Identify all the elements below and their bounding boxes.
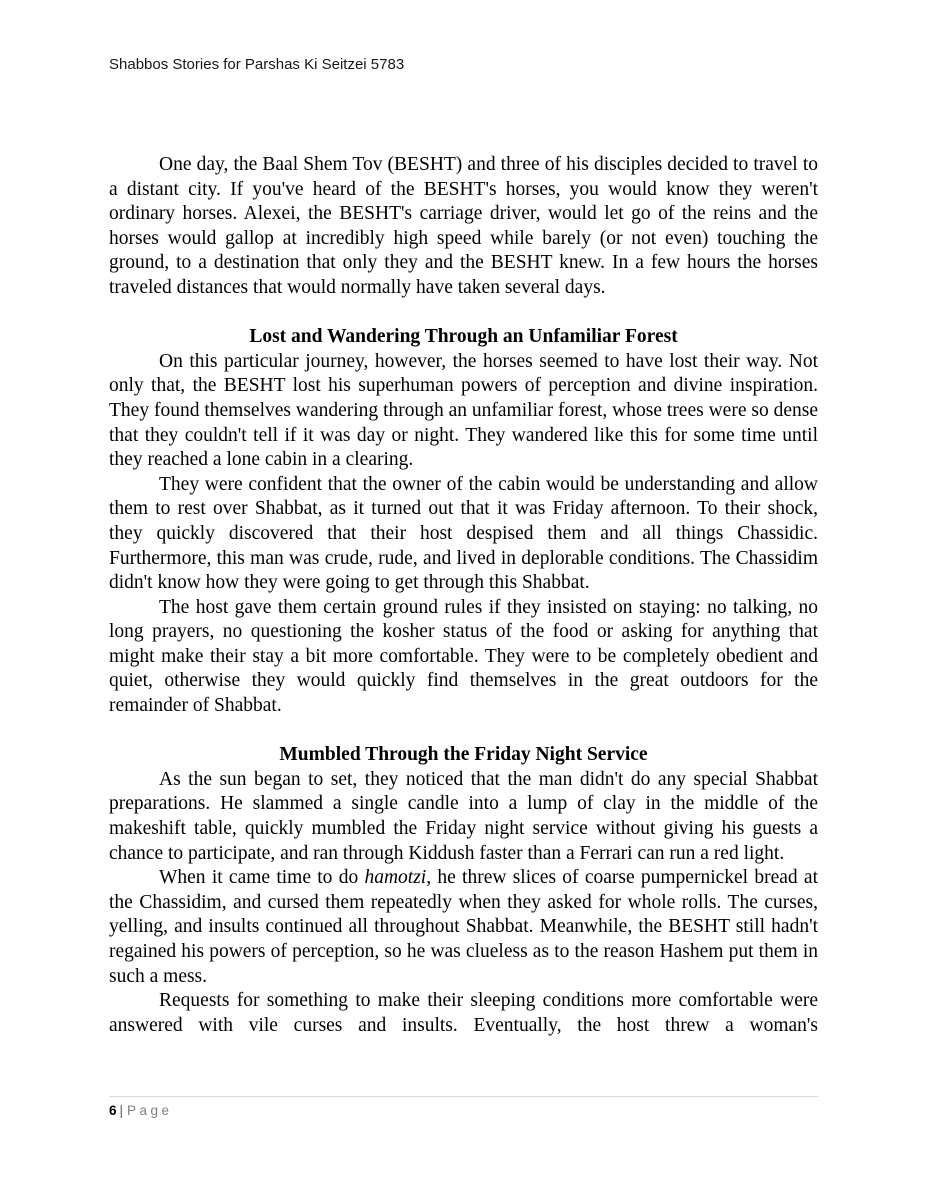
text-run: , he threw slices of coarse pumpernickel bread at the Chassidim, and cursed them repeatedly when they asked for whole rolls. The curses, yelling, and insults continued all throughout Shabbat. Meanwhile, the BESHT still hadn't regained his powers of perception, so he was clueless as to the reason Hashem put them in such a mess. [109, 867, 818, 987]
paragraph-one-day: One day, the Baal Shem Tov (BESHT) and three of his disciples decided to travel to a distant city. If you've heard of the BESHT's horses, you would know they weren't ordinary horses. Alexei, the BESHT's carriage driver, would let go of the reins and the horses would gallop at incredibly high speed while barely (or not even) touching the ground, to a destination that only they and the BESHT knew. In a few hours the horses traveled distances that would normally have taken several days. [109, 154, 818, 298]
document-footer [109, 1096, 818, 1120]
footer-separator: | [119, 1103, 124, 1118]
header-title: Shabbos Stories for Parshas Ki Seitzei 5783 [109, 56, 405, 73]
paragraph-ground-rules: The host gave them certain ground rules if they insisted on staying: no talking, no long prayers, no questioning the kosher status of the food or asking for anything that might make their stay a bit more comfortable. They were to be completely obedient and quiet, otherwise they would quickly find themselves in the great outdoors for the remainder of Shabbat. [109, 596, 818, 717]
paragraph-requests: Requests for something to make their sleeping conditions more comfortable were answered with vile curses and insults. Eventually, the host threw a woman's [109, 990, 818, 1036]
page-number: 6 [109, 1103, 117, 1118]
document-header [109, 55, 818, 75]
section-heading-mumbled-service: Mumbled Through the Friday Night Service [279, 744, 648, 766]
italic-text-run: hamotzi [364, 867, 427, 889]
paragraph-as-the-sun-set: As the sun began to set, they noticed that the man didn't do any special Shabbat preparations. He slammed a single candle into a lump of clay in the middle of the makeshift table, quickly mumbled the Friday night service without giving his guests a chance to participate, and ran through Kiddush faster than a Ferrari can run a red light. [109, 768, 818, 864]
paragraph-on-this-journey: On this particular journey, however, the horses seemed to have lost their way. Not only that, the BESHT lost his superhuman powers of perception and divine inspiration. They found themselves wandering through an unfamiliar forest, whose trees were so dense that they couldn't tell if it was day or night. They wandered like this for some time until they reached a lone cabin in a clearing. [109, 350, 818, 471]
section-heading-lost-and-wandering: Lost and Wandering Through an Unfamiliar Forest [249, 326, 678, 348]
footer-divider [109, 1096, 818, 1097]
text-run: When it came time to do [159, 867, 365, 889]
footer-text [109, 1102, 818, 1120]
document-body [109, 153, 818, 1038]
paragraph-hamotzi [109, 866, 818, 989]
paragraph-they-were-confident: They were confident that the owner of the cabin would be understanding and allow them to rest over Shabbat, as it turned out that it was Friday afternoon. To their shock, they quickly discovered that their host despised them and all things Chassidic. Furthermore, this man was crude, rude, and lived in deplorable conditions. The Chassidim didn't know how they were going to get through this Shabbat. [109, 473, 818, 594]
footer-page-label: Page [127, 1103, 173, 1118]
